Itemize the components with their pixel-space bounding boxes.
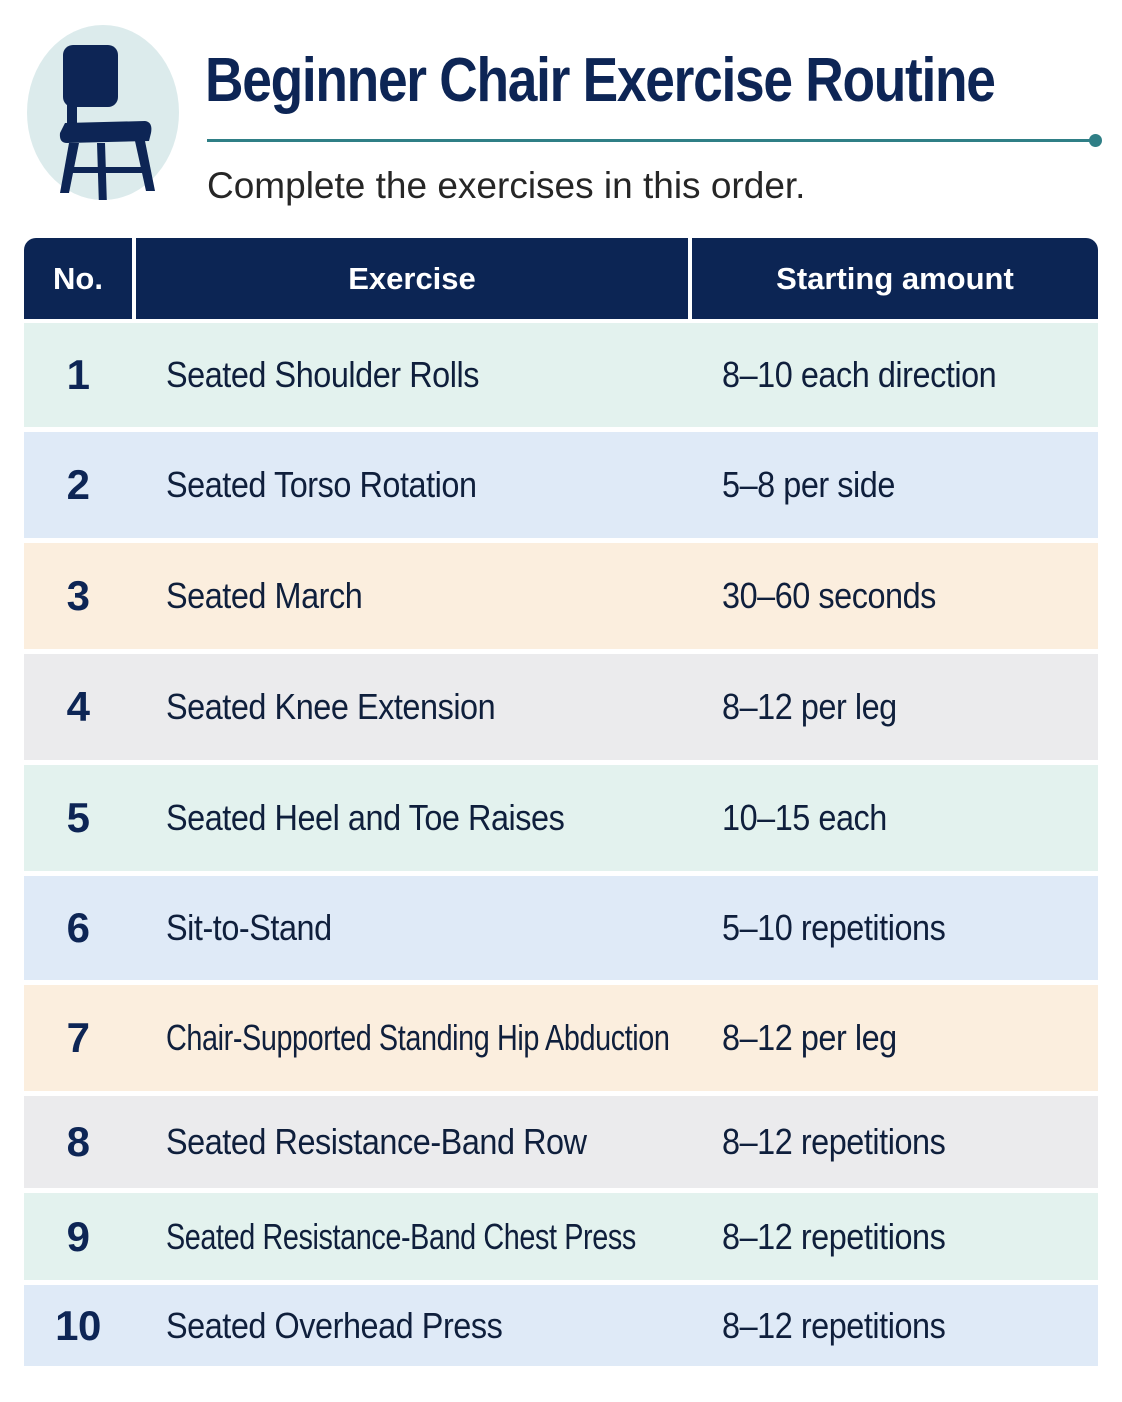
row-amount: 30–60 seconds (692, 543, 1098, 649)
table-row (24, 1193, 1098, 1280)
row-number: 3 (24, 543, 132, 649)
row-amount: 5–8 per side (692, 432, 1098, 538)
page-subtitle: Complete the exercises in this order. (207, 165, 806, 206)
table-row (24, 876, 1098, 980)
row-number: 6 (24, 876, 132, 980)
row-amount: 10–15 each (692, 765, 1098, 871)
row-number: 1 (24, 323, 132, 427)
row-exercise: Seated Torso Rotation (136, 432, 688, 538)
row-exercise: Seated Resistance-Band Row (136, 1096, 688, 1188)
chair-icon (27, 25, 179, 200)
header-no: No. (24, 238, 132, 319)
header-exercise: Exercise (136, 238, 688, 319)
row-exercise: Seated Shoulder Rolls (136, 323, 688, 427)
row-exercise: Seated Overhead Press (136, 1285, 688, 1366)
row-amount: 8–10 each direction (692, 323, 1098, 427)
row-amount: 5–10 repetitions (692, 876, 1098, 980)
table-row (24, 323, 1098, 427)
table-row (24, 654, 1098, 760)
page-title: Beginner Chair Exercise Routine (205, 46, 995, 115)
table-row (24, 1285, 1098, 1366)
table-row (24, 543, 1098, 649)
table-row (24, 985, 1098, 1091)
row-number: 2 (24, 432, 132, 538)
table-row (24, 432, 1098, 538)
table-row (24, 765, 1098, 871)
row-number: 9 (24, 1193, 132, 1280)
row-exercise: Seated Resistance-Band Chest Press (136, 1193, 688, 1280)
row-exercise: Sit-to-Stand (136, 876, 688, 980)
row-amount: 8–12 repetitions (692, 1285, 1098, 1366)
row-amount: 8–12 per leg (692, 654, 1098, 760)
table-row (24, 1096, 1098, 1188)
row-exercise: Seated March (136, 543, 688, 649)
row-number: 4 (24, 654, 132, 760)
row-exercise: Seated Knee Extension (136, 654, 688, 760)
row-amount: 8–12 repetitions (692, 1096, 1098, 1188)
row-number: 8 (24, 1096, 132, 1188)
row-amount: 8–12 repetitions (692, 1193, 1098, 1280)
row-exercise: Seated Heel and Toe Raises (136, 765, 688, 871)
title-underline-dot (1089, 134, 1102, 147)
row-amount: 8–12 per leg (692, 985, 1098, 1091)
table-header-row (24, 238, 1098, 319)
row-exercise: Chair-Supported Standing Hip Abduction (136, 985, 688, 1091)
title-underline (207, 139, 1095, 142)
logo-badge (27, 25, 179, 200)
row-number: 5 (24, 765, 132, 871)
header-starting-amount: Starting amount (692, 238, 1098, 319)
row-number: 7 (24, 985, 132, 1091)
row-number: 10 (24, 1285, 132, 1366)
